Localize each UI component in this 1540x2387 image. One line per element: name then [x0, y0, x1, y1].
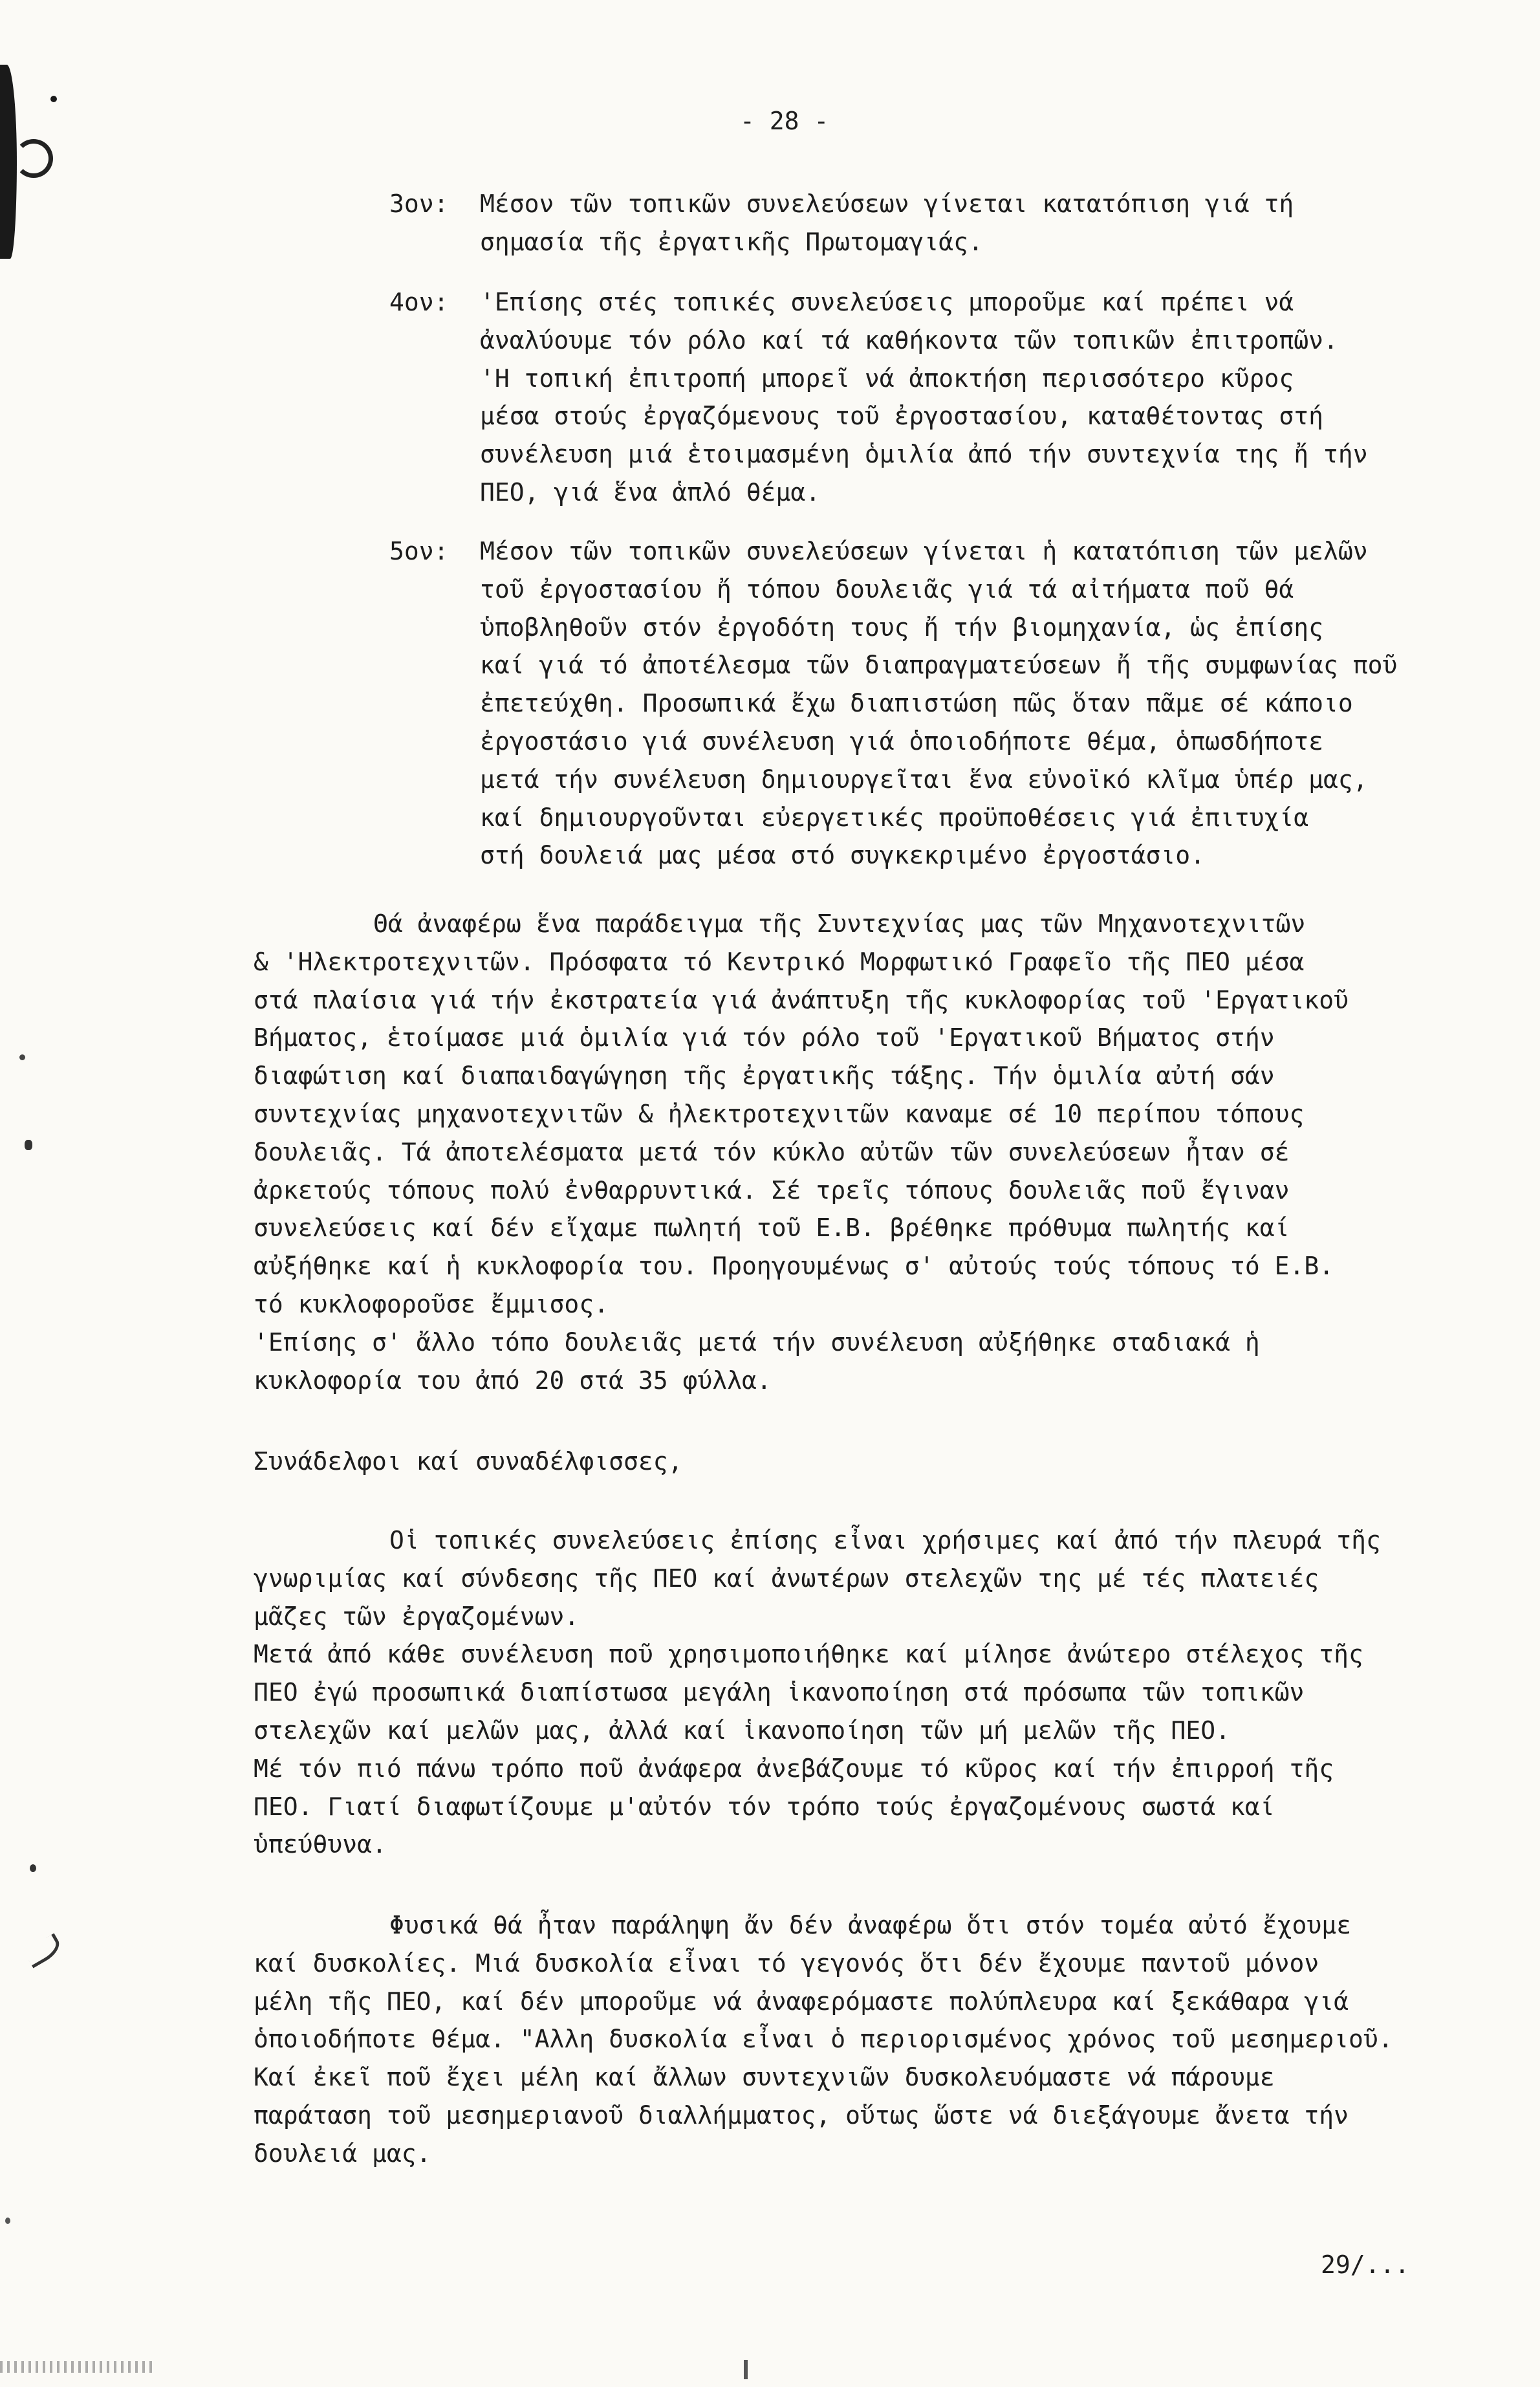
text-line: κυκλοφορία του ἀπό 20 στά 35 φύλλα.	[254, 1366, 772, 1395]
item-label: 3ον:	[389, 190, 449, 218]
text-line: καί δημιουργοῦνται εὐεργετικές προϋποθέσεις γιά ἐπιτυχία	[480, 803, 1309, 832]
scan-mark	[30, 1864, 36, 1872]
scan-mark	[50, 96, 57, 102]
text-line: αὐξήθηκε καί ἡ κυκλοφορία του. Προηγουμένως σ' αὐτούς τούς τόπους τό Ε.Β.	[254, 1252, 1334, 1281]
text-line: στή δουλειά μας μέσα στό συγκεκριμένο ἐργοστάσιο.	[480, 841, 1206, 870]
text-line: Βήματος, ἑτοίμασε μιά ὁμιλία γιά τόν ρόλο τοῦ 'Εργατικοῦ Βήματος στήν	[254, 1023, 1275, 1052]
text-line: Φυσικά θά ἦταν παράληψη ἄν δέν ἀναφέρω ὅτι στόν τομέα αὐτό ἔχουμε	[389, 1911, 1352, 1939]
text-line: ὑποβληθοῦν στόν ἐργοδότη τους ἤ τήν βιομηχανία, ὡς ἐπίσης	[480, 613, 1324, 642]
text-line: ΠΕΟ ἐγώ προσωπικά διαπίστωσα μεγάλη ἱκανοποίηση στά πρόσωπα τῶν τοπικῶν	[254, 1678, 1305, 1707]
text-line: Μετά ἀπό κάθε συνέλευση ποῦ χρησιμοποιήθηκε καί μίλησε ἀνώτερο στέλεχος τῆς	[254, 1640, 1363, 1669]
text-line: μέσα στούς ἐργαζόμενους τοῦ ἐργοστασίου, καταθέτοντας στή	[480, 402, 1324, 431]
text-line: δουλειᾶς. Τά ἀποτελέσματα μετά τόν κύκλο αὐτῶν τῶν συνελεύσεων ἦταν σέ	[254, 1137, 1290, 1166]
text-line: Μέσον τῶν τοπικῶν συνελεύσεων γίνεται ἡ κατατόπιση τῶν μελῶν	[480, 537, 1368, 565]
scan-mark	[23, 1933, 64, 1968]
text-line: ἐπετεύχθη. Προσωπικά ἔχω διαπιστώση πῶς ὅταν πᾶμε σέ κάποιο	[480, 689, 1353, 718]
item-text	[480, 185, 1515, 261]
salutation: Συνάδελφοι καί συναδέλφισσες,	[254, 1447, 683, 1476]
text-line: ἀρκετούς τόπους πολύ ἐνθαρρυντικά. Σέ τρεῖς τόπους δουλειᾶς ποῦ ἔγιναν	[254, 1175, 1290, 1204]
text-line: ΠΕΟ. Γιατί διαφωτίζουμε μ'αὐτόν τόν τρόπο τούς ἐργαζομένους σωστά καί	[254, 1792, 1275, 1821]
text-line: μετά τήν συνέλευση δημιουργεῖται ἕνα εὐνοϊκό κλῖμα ὑπέρ μας,	[480, 765, 1368, 794]
scan-mark	[5, 2218, 10, 2224]
text-line: καί γιά τό ἀποτέλεσμα τῶν διαπραγματεύσεων ἤ τῆς συμφωνίας ποῦ	[480, 651, 1398, 680]
text-line: καί δυσκολίες. Μιά δυσκολία εἶναι τό γεγονός ὅτι δέν ἔχουμε παντοῦ μόνον	[254, 1948, 1319, 1978]
text-line: μέλη τῆς ΠΕΟ, καί δέν μποροῦμε νά ἀναφερόμαστε πολύπλευρα καί ξεκάθαρα γιά	[254, 1987, 1349, 2016]
text-line: σημασία τῆς ἐργατικῆς Πρωτομαγιάς.	[480, 227, 983, 256]
scan-mark	[14, 139, 53, 178]
text-line: & 'Ηλεκτροτεχνιτῶν. Πρόσφατα τό Κεντρικό Μορφωτικό Γραφεῖο τῆς ΠΕΟ μέσα	[254, 947, 1305, 976]
text-line: 'Επίσης στές τοπικές συνελεύσεις μποροῦμε καί πρέπει νά	[480, 288, 1294, 316]
page-number: - 28 -	[740, 107, 829, 135]
text-line: διαφώτιση καί διαπαιδαγώγηση τῆς ἐργατικῆς τάξης. Τήν ὁμιλία αὐτή σάν	[254, 1062, 1275, 1091]
item-text	[480, 532, 1515, 875]
text-line: συντεχνίας μηχανοτεχνιτῶν & ἠλεκτροτεχνιτῶν καναμε σέ 10 περίπου τόπους	[254, 1099, 1305, 1128]
text-line: ὑπεύθυνα.	[254, 1830, 387, 1859]
continuation-marker: 29/...	[1321, 2251, 1410, 2279]
text-line: 'Επίσης σ' ἄλλο τόπο δουλειᾶς μετά τήν συνέλευση αὐξήθηκε σταδιακά ἡ	[254, 1327, 1260, 1357]
text-line: μᾶζες τῶν ἐργαζομένων.	[254, 1602, 580, 1631]
text-line: ἐργοστάσιο γιά συνέλευση γιά ὁποιοδήποτε θέμα, ὁπωσδήποτε	[480, 726, 1324, 756]
scan-mark	[19, 1054, 25, 1060]
text-line: τό κυκλοφοροῦσε ἔμμισος.	[254, 1289, 609, 1318]
text-line: Μέ τόν πιό πάνω τρόπο ποῦ ἀνάφερα ἀνεβάζουμε τό κῦρος καί τήν ἐπιρροή τῆς	[254, 1754, 1334, 1783]
scan-mark	[25, 1140, 32, 1150]
text-line: 'Η τοπική ἐπιτροπή μπορεῖ νά ἀποκτήση περισσότερο κῦρος	[480, 364, 1294, 393]
text-line: στελεχῶν καί μελῶν μας, ἀλλά καί ἱκανοποίηση τῶν μή μελῶν τῆς ΠΕΟ.	[254, 1716, 1230, 1745]
text-line: τοῦ ἐργοστασίου ἤ τόπου δουλειᾶς γιά τά αἰτήματα ποῦ θά	[480, 574, 1294, 604]
scan-mark	[744, 2360, 748, 2379]
text-line: συνέλευση μιά ἑτοιμασμένη ὁμιλία ἀπό τήν συντεχνία της ἤ τήν	[480, 440, 1368, 469]
text-line: γνωριμίας καί σύνδεσης τῆς ΠΕΟ καί ἀνωτέρων στελεχῶν της μέ τές πλατειές	[254, 1564, 1319, 1593]
text-line: ἀναλύουμε τόν ρόλο καί τά καθήκοντα τῶν τοπικῶν ἐπιτροπῶν.	[480, 325, 1338, 354]
paragraph-meetings	[254, 1521, 1515, 1864]
text-line: Μέσον τῶν τοπικῶν συνελεύσεων γίνεται κατατόπιση γιά τή	[480, 190, 1294, 218]
text-line: παράταση τοῦ μεσημεριανοῦ διαλλήμματος, οὕτως ὥστε νά διεξάγουμε ἄνετα τήν	[254, 2100, 1349, 2130]
paragraph-difficulties	[254, 1906, 1515, 2173]
text-line: ΠΕΟ, γιά ἕνα ἁπλό θέμα.	[480, 477, 821, 507]
item-text	[480, 283, 1515, 512]
scan-mark	[0, 2361, 155, 2373]
text-line: Καί ἐκεῖ ποῦ ἔχει μέλη καί ἄλλων συντεχνιῶν δυσκολευόμαστε νά πάρουμε	[254, 2063, 1275, 2092]
text-line: Οἱ τοπικές συνελεύσεις ἐπίσης εἶναι χρήσιμες καί ἀπό τήν πλευρά τῆς	[389, 1526, 1381, 1554]
item-label: 4ον:	[389, 288, 449, 316]
text-line: Θά ἀναφέρω ἕνα παράδειγμα τῆς Συντεχνίας μας τῶν Μηχανοτεχνιτῶν	[373, 910, 1306, 938]
text-line: στά πλαίσια γιά τήν ἐκστρατεία γιά ἀνάπτυξη τῆς κυκλοφορίας τοῦ 'Εργατικοῦ	[254, 985, 1349, 1014]
paragraph-example	[254, 905, 1515, 1399]
text-line: δουλειά μας.	[254, 2139, 431, 2168]
item-label: 5ον:	[389, 537, 449, 565]
text-line: συνελεύσεις καί δέν εἴχαμε πωλητή τοῦ Ε.Β. βρέθηκε πρόθυμα πωλητής καί	[254, 1214, 1290, 1243]
text-line: ὁποιοδήποτε θέμα. "Αλλη δυσκολία εἶναι ὁ περιορισμένος χρόνος τοῦ μεσημεριοῦ.	[254, 2025, 1393, 2054]
